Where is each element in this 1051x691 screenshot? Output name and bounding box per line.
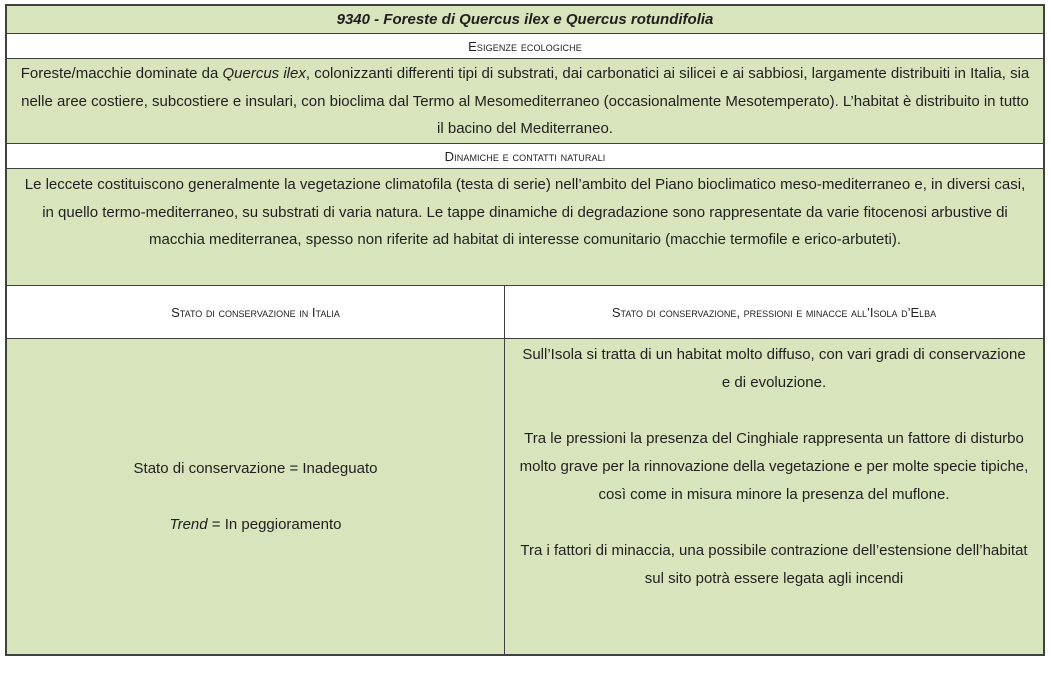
table-title: 9340 - Foreste di Quercus ilex e Quercus rotundifolia [7, 6, 1043, 34]
ecological-text-part2: , colonizzanti differenti tipi di substrati, dai carbonatici ai silicei e ai sabbiosi, largamente distribuiti in Italia, sia nelle aree costiere, subcostiere e insulari, con bioclima dal Termo al Mesomediterraneo (occasionalmente Mesotemperato). L’habitat è distribuito in tutto il bacino del Mediterraneo. [21, 65, 1030, 137]
conservation-trend [170, 511, 342, 539]
column-heading-elba: Stato di conservazione, pressioni e minacce all’Isola d’Elba [611, 304, 937, 320]
ecological-requirements-text [7, 59, 1043, 144]
section-heading-dynamics: Dinamiche e contatti naturali [7, 144, 1043, 169]
trend-value: = In peggioramento [207, 515, 342, 533]
species-name: Quercus ilex [222, 65, 306, 82]
trend-label: Trend [169, 515, 208, 533]
conservation-row [7, 339, 1043, 654]
italy-conservation-cell [7, 339, 505, 654]
habitat-table [5, 4, 1045, 656]
column-headers [7, 286, 1043, 339]
elba-paragraph-2: Tra le pressioni la presenza del Cinghiale rappresenta un fattore di disturbo molto grave per la rinnovazione della vegetazione e per molte specie tipiche, così come in misura minore la presenza del muflone. [519, 430, 1029, 503]
elba-conservation-cell [505, 339, 1043, 654]
conservation-status: Stato di conservazione = Inadeguato [133, 459, 378, 477]
column-heading-italy: Stato di conservazione in Italia [7, 286, 505, 338]
elba-paragraph-1: Sull’Isola si tratta di un habitat molto diffuso, con vari gradi di conservazione e di evoluzione. [522, 346, 1026, 391]
dynamics-text: Le leccete costituiscono generalmente la vegetazione climatofila (testa di serie) nell’ambito del Piano bioclimatico meso-mediterraneo e, in diversi casi, in quello termo-mediterraneo, su substrati di varia natura. Le tappe dinamiche di degradazione sono rappresentate da varie fitocenosi arbustive di macchia mediterranea, spesso non riferite ad habitat di interesse comunitario (macchie termofile e erico-arbuteti). [7, 169, 1043, 286]
ecological-text-part1: Foreste/macchie dominate da [20, 65, 223, 82]
elba-paragraph-3: Tra i fattori di minaccia, una possibile contrazione dell’estensione dell’habitat sul sito potrà essere legata agli incendi [520, 542, 1028, 587]
section-heading-ecological-requirements: Esigenze ecologiche [7, 34, 1043, 59]
